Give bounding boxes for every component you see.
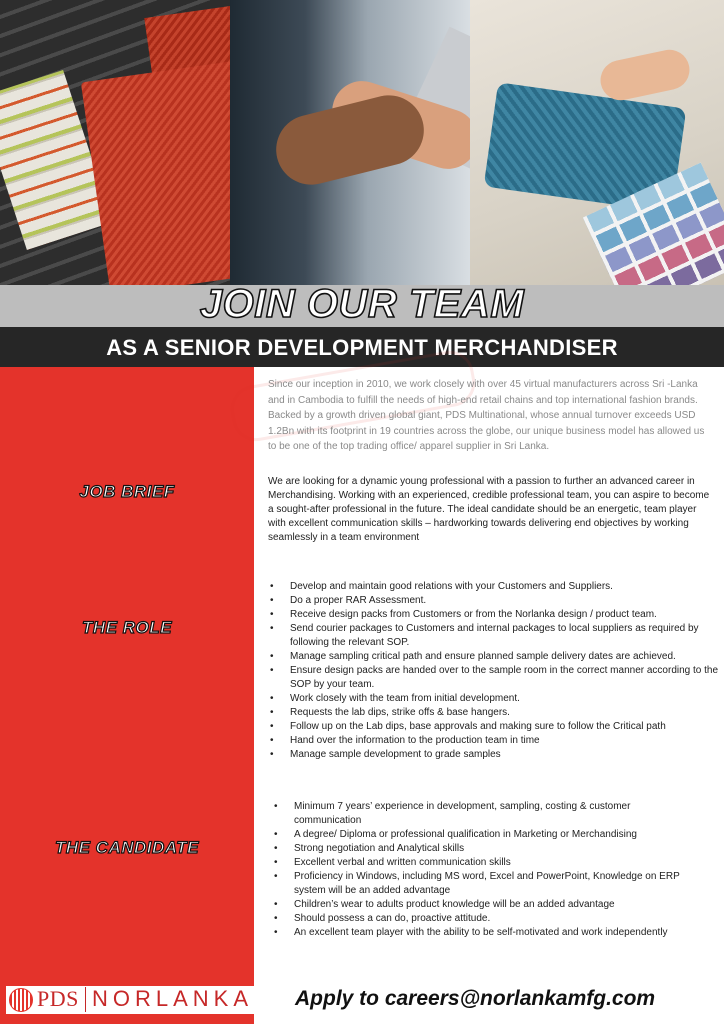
list-item: • Should possess a can do, proactive attitude. <box>294 912 694 926</box>
list-item: • Work closely with the team from initial development. <box>290 692 724 706</box>
list-item: • Send courier packages to Customers and internal packages to local suppliers as required by following the relevant SOP. <box>290 622 724 650</box>
list-item: • Follow up on the Lab dips, base approvals and making sure to follow the Critical path <box>290 720 724 734</box>
list-item: • Hand over the information to the production team in time <box>290 734 724 748</box>
list-item: • A degree/ Diploma or professional qualification in Marketing or Merchandising <box>294 828 694 842</box>
section-label-candidate: THE CANDIDATE <box>54 838 200 857</box>
list-item: • Manage sample development to grade samples <box>290 748 724 762</box>
list-item: • Proficiency in Windows, including MS word, Excel and PowerPoint, Knowledge on ERP system will be an added advantage <box>294 870 694 898</box>
list-item: • Do a proper RAR Assessment. <box>290 594 724 608</box>
hero-image <box>0 0 724 285</box>
section-label-job-brief: JOB BRIEF <box>79 482 175 501</box>
list-item: • An excellent team player with the ability to be self-motivated and work independently <box>294 926 694 940</box>
norlanka-logo-text: NORLANKA <box>92 986 254 1011</box>
sidebar <box>0 367 254 1024</box>
pds-logo-text: PDS <box>37 986 79 1011</box>
position-title: AS A SENIOR DEVELOPMENT MERCHANDISER <box>106 335 618 360</box>
list-item: • Receive design packs from Customers or from the Norlanka design / product team. <box>290 608 724 622</box>
role-list <box>268 580 724 762</box>
list-item: • Ensure design packs are handed over to the sample room in the correct manner according to the SOP by your team. <box>290 664 724 692</box>
job-brief-text: We are looking for a dynamic young professional with a passion to further an advanced career in Merchandising. Working with an experienced, credible professional team, you can aspire to become a sought-after professional in the future. The ideal candidate should be an energetic, team player with excellent communication skills – hardworking towards delivering end objectives by working seamlessly in a team environment <box>268 476 710 543</box>
pds-logo-icon <box>9 988 33 1012</box>
list-item: • Manage sampling critical path and ensure planned sample delivery dates are achieved. <box>290 650 724 664</box>
list-item: • Develop and maintain good relations with your Customers and Suppliers. <box>290 580 724 594</box>
candidate-list <box>272 800 694 940</box>
logo-divider <box>85 987 86 1012</box>
apply-email-link[interactable]: Apply to careers@norlankamfg.com <box>295 987 656 1010</box>
list-item: • Minimum 7 years’ experience in development, sampling, costing & customer communication <box>294 800 694 828</box>
list-item: • Children’s wear to adults product knowledge will be an added advantage <box>294 898 694 912</box>
company-intro: Since our inception in 2010, we work closely with over 45 virtual manufacturers across Sri -Lanka and in Cambodia to fulfill the needs of high-end retail chains and top international fashion brands. Backed by a growth driven global giant, PDS Multinational, whose annual turnover exceeds USD 1.2Bn with its footprint in 19 countries across the globe, our unique business model has allowed us to be one of the top trading office/ apparel supplier in Sri Lanka. <box>268 379 705 452</box>
list-item: • Strong negotiation and Analytical skills <box>294 842 694 856</box>
list-item: • Excellent verbal and written communication skills <box>294 856 694 870</box>
list-item: • Requests the lab dips, strike offs & base hangers. <box>290 706 724 720</box>
page-title: JOIN OUR TEAM <box>199 282 525 326</box>
section-label-role: THE ROLE <box>82 618 172 637</box>
